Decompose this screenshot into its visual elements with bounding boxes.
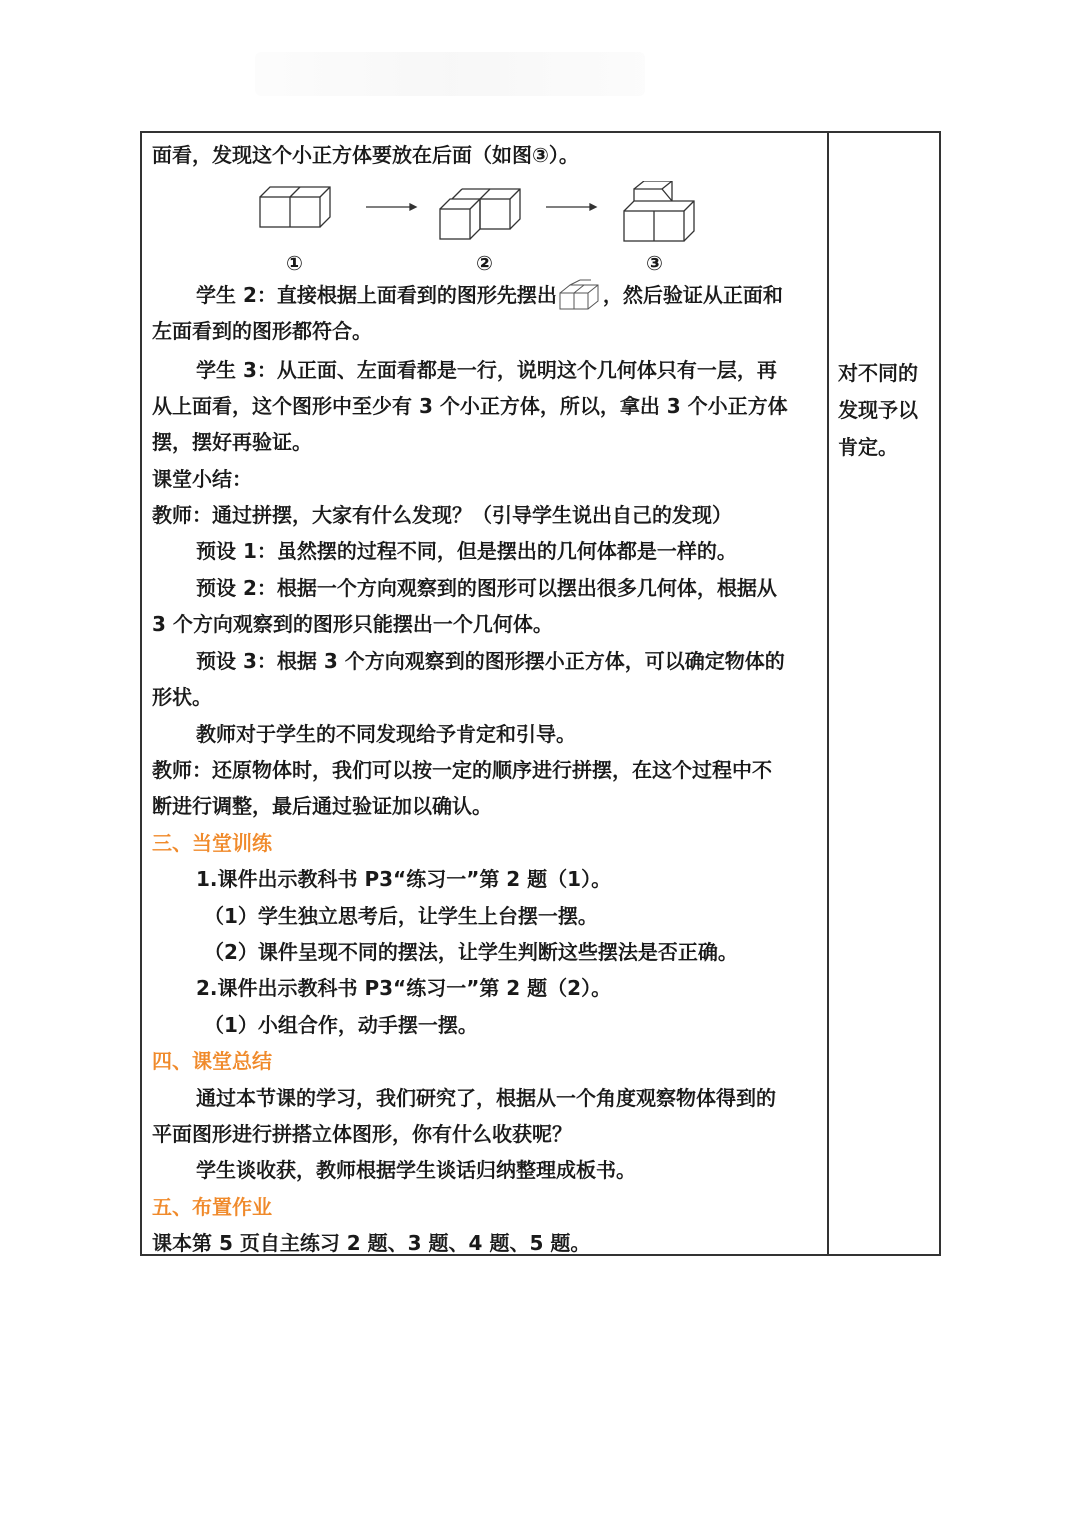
text-line: 通过本节课的学习，我们研究了，根据从一个角度观察物体得到的 — [196, 1086, 776, 1110]
text-line: 断进行调整，最后通过验证加以确认。 — [152, 794, 492, 818]
text-line: （1）小组合作，动手摆一摆。 — [204, 1013, 478, 1037]
side-note — [838, 355, 934, 466]
text-line: 左面看到的图形都符合。 — [152, 319, 372, 343]
text-line: 1.课件出示教科书 P3“练习一”第 2 题（1）。 — [196, 867, 612, 891]
cube-figure-1 — [260, 187, 330, 227]
inline-cube-icon — [557, 279, 603, 315]
text-line: 形状。 — [152, 685, 212, 709]
side-note-line: 对不同的 — [838, 361, 918, 385]
text-line: 教师：还原物体时，我们可以按一定的顺序进行拼摆，在这个过程中不 — [152, 758, 772, 782]
text-line: 学生谈收获，教师根据学生谈话归纳整理成板书。 — [196, 1158, 636, 1182]
student2-text: 学生 2：直接根据上面看到的图形先摆出 — [196, 283, 557, 307]
text-line: 平面图形进行拼搭立体图形，你有什么收获呢？ — [152, 1122, 572, 1146]
figure-label-3: ③ — [646, 251, 663, 275]
section-heading-homework: 五、布置作业 — [152, 1195, 272, 1219]
cube-figure-3 — [624, 181, 694, 241]
side-note-line: 发现予以 — [838, 398, 918, 422]
column-divider — [827, 133, 829, 1254]
text-line: （1）学生独立思考后，让学生上台摆一摆。 — [204, 904, 598, 928]
text-line: 预设 1：虽然摆的过程不同，但是摆出的几何体都是一样的。 — [196, 539, 737, 563]
text-line: 教师对于学生的不同发现给予肯定和引导。 — [196, 722, 576, 746]
text-line: 课本第 5 页自主练习 2 题、3 题、4 题、5 题。 — [152, 1231, 591, 1255]
text-line: 预设 3：根据 3 个方向观察到的图形摆小正方体，可以确定物体的 — [196, 649, 785, 673]
figure-label-1: ① — [286, 251, 303, 275]
text-line: 从上面看，这个图形中至少有 3 个小正方体，所以，拿出 3 个小正方体 — [152, 394, 788, 418]
text-line: 预设 2：根据一个方向观察到的图形可以摆出很多几何体，根据从 — [196, 576, 777, 600]
text-line: 学生 3：从正面、左面看都是一行，说明这个几何体只有一层，再 — [196, 358, 777, 382]
student2-line — [196, 277, 783, 313]
side-note-line: 肯定。 — [838, 435, 898, 459]
text-line: 教师：通过拼摆，大家有什么发现？（引导学生说出自己的发现） — [152, 503, 732, 527]
student2-text-end: ，然后验证从正面和 — [602, 283, 783, 307]
figure-label-2: ② — [476, 251, 493, 275]
section-heading-practice: 三、当堂训练 — [152, 831, 272, 855]
text-line: 摆，摆好再验证。 — [152, 430, 312, 454]
text-line: （2）课件呈现不同的摆法，让学生判断这些摆法是否正确。 — [204, 940, 738, 964]
lesson-table — [140, 131, 941, 1256]
text-line: 面看，发现这个小正方体要放在后面（如图③）。 — [152, 143, 579, 167]
summary-heading: 课堂小结： — [152, 467, 252, 491]
watermark — [255, 52, 645, 96]
right-arrow-icon — [546, 204, 596, 210]
text-line: 3 个方向观察到的图形只能摆出一个几何体。 — [152, 612, 553, 636]
text-line: 2.课件出示教科书 P3“练习一”第 2 题（2）。 — [196, 976, 612, 1000]
cube-figure-2 — [440, 189, 520, 239]
right-arrow-icon — [366, 204, 416, 210]
section-heading-summary: 四、课堂总结 — [152, 1049, 272, 1073]
